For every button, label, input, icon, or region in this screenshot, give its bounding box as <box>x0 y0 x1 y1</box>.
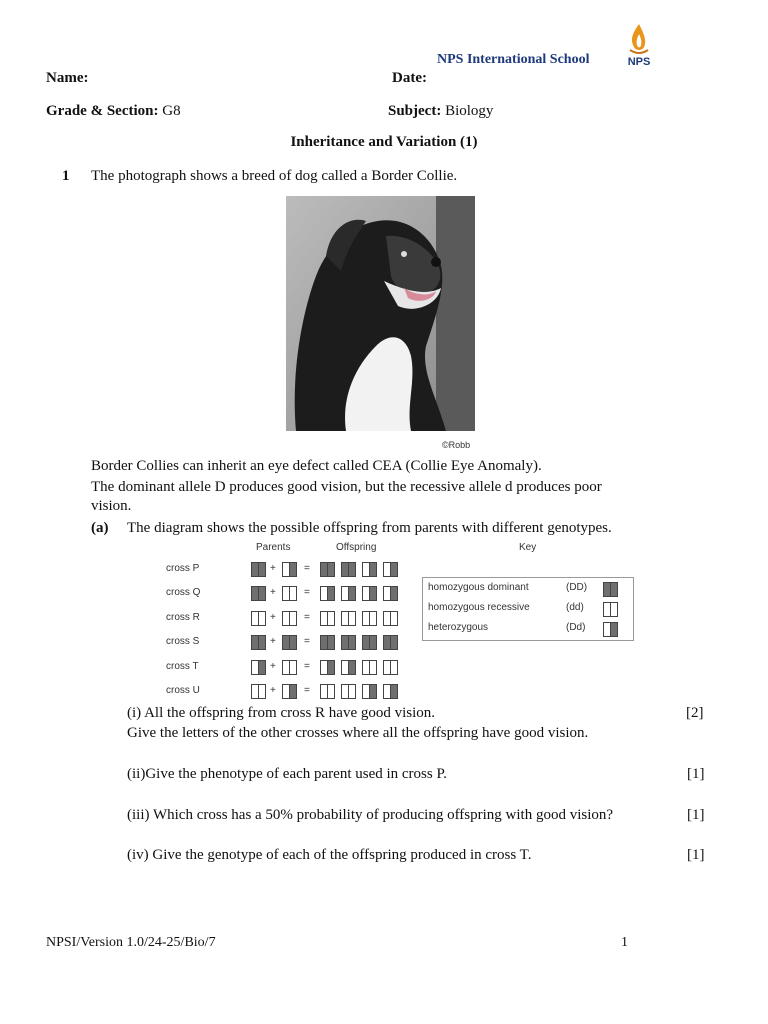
offspring-genotype <box>320 684 335 699</box>
key-code: (dd) <box>566 602 584 613</box>
photo-credit: ©Robb <box>442 440 471 450</box>
marks-ii: [1] <box>687 766 705 782</box>
parent-genotype <box>251 635 266 650</box>
school-name: NPS International School <box>437 52 590 67</box>
marks-i: [2] <box>686 705 704 721</box>
offspring-genotype <box>383 611 398 626</box>
cross-label: cross T <box>166 661 199 672</box>
plus-sign: + <box>270 636 276 647</box>
key-code: (DD) <box>566 582 588 593</box>
page-number: 1 <box>621 935 628 950</box>
subquestion-iv: (iv) Give the genotype of each of the offspring produced in cross T. <box>127 847 532 863</box>
subject <box>388 102 493 120</box>
offspring-genotype <box>341 684 356 699</box>
offspring-genotype <box>341 635 356 650</box>
equals-sign: = <box>304 661 310 672</box>
logo-text: NPS <box>627 56 651 68</box>
grade-section <box>46 102 181 120</box>
question-intro: The photograph shows a breed of dog called a Border Collie. <box>91 168 458 184</box>
equals-sign: = <box>304 685 310 696</box>
key-label: homozygous dominant <box>428 582 529 593</box>
key-label: homozygous recessive <box>428 602 530 613</box>
subquestion-iii: (iii) Which cross has a 50% probability of producing offspring with good vision? <box>127 807 614 823</box>
offspring-genotype <box>383 635 398 650</box>
plus-sign: + <box>270 612 276 623</box>
subquestion-i-continued: Give the letters of the other crosses where all the offspring have good vision. <box>127 725 589 741</box>
grade-value: G8 <box>158 103 181 119</box>
offspring-genotype <box>362 611 377 626</box>
offspring-genotype <box>362 635 377 650</box>
plus-sign: + <box>270 587 276 598</box>
key-box <box>422 577 634 641</box>
key-genotype-swatch <box>603 622 618 637</box>
date-label: Date: <box>392 70 427 86</box>
plus-sign: + <box>270 563 276 574</box>
key-label: heterozygous <box>428 622 489 633</box>
subject-value: Biology <box>441 103 494 119</box>
paragraph-alleles: The dominant allele D produces good vision, but the recessive allele d produces poor <box>91 479 602 495</box>
parent-genotype <box>251 684 266 699</box>
offspring-genotype <box>383 660 398 675</box>
parent-genotype <box>282 684 297 699</box>
offspring-genotype <box>362 586 377 601</box>
subquestion-ii: (ii)Give the phenotype of each parent used in cross P. <box>127 766 447 782</box>
offspring-genotype <box>383 684 398 699</box>
offspring-genotype <box>320 660 335 675</box>
border-collie-image <box>286 196 475 431</box>
flame-icon <box>622 22 656 56</box>
paragraph-alleles-end: vision. <box>91 498 132 514</box>
name-label: Name: <box>46 70 89 86</box>
marks-iv: [1] <box>687 847 705 863</box>
equals-sign: = <box>304 587 310 598</box>
footer-version: NPSI/Version 1.0/24-25/Bio/7 <box>46 935 216 950</box>
school-logo <box>622 22 656 72</box>
offspring-genotype <box>320 562 335 577</box>
offspring-genotype <box>341 660 356 675</box>
question-number: 1 <box>62 168 70 184</box>
parent-genotype <box>251 586 266 601</box>
parent-genotype <box>282 562 297 577</box>
equals-sign: = <box>304 563 310 574</box>
key-code: (Dd) <box>566 622 586 633</box>
cross-label: cross P <box>166 563 200 574</box>
subject-label: Subject: <box>388 103 442 119</box>
part-a-text: The diagram shows the possible offspring from parents with different genotypes. <box>127 520 612 536</box>
cross-label: cross S <box>166 636 200 647</box>
parent-genotype <box>282 611 297 626</box>
dog-photo <box>286 196 475 431</box>
cross-label: cross U <box>166 685 200 696</box>
parent-genotype <box>282 586 297 601</box>
plus-sign: + <box>270 661 276 672</box>
offspring-genotype <box>362 660 377 675</box>
key-genotype-swatch <box>603 602 618 617</box>
offspring-genotype <box>320 635 335 650</box>
parent-genotype <box>251 611 266 626</box>
parent-genotype <box>251 660 266 675</box>
parent-genotype <box>282 635 297 650</box>
worksheet-title: Inheritance and Variation (1) <box>290 134 478 150</box>
grade-label: Grade & Section: <box>46 103 159 119</box>
offspring-genotype <box>320 611 335 626</box>
parents-header: Parents <box>256 542 291 553</box>
part-a-label: (a) <box>91 520 109 536</box>
offspring-genotype <box>341 562 356 577</box>
offspring-genotype <box>341 611 356 626</box>
marks-iii: [1] <box>687 807 705 823</box>
offspring-genotype <box>362 684 377 699</box>
paragraph-cea: Border Collies can inherit an eye defect called CEA (Collie Eye Anomaly). <box>91 458 542 474</box>
offspring-genotype <box>383 586 398 601</box>
cross-label: cross R <box>166 612 200 623</box>
offspring-genotype <box>341 586 356 601</box>
key-genotype-swatch <box>603 582 618 597</box>
key-header: Key <box>519 542 537 553</box>
parent-genotype <box>251 562 266 577</box>
offspring-genotype <box>362 562 377 577</box>
offspring-header: Offspring <box>336 542 377 553</box>
parent-genotype <box>282 660 297 675</box>
equals-sign: = <box>304 612 310 623</box>
offspring-genotype <box>383 562 398 577</box>
equals-sign: = <box>304 636 310 647</box>
subquestion-i: (i) All the offspring from cross R have good vision. <box>127 705 436 721</box>
cross-label: cross Q <box>166 587 201 598</box>
plus-sign: + <box>270 685 276 696</box>
offspring-genotype <box>320 586 335 601</box>
